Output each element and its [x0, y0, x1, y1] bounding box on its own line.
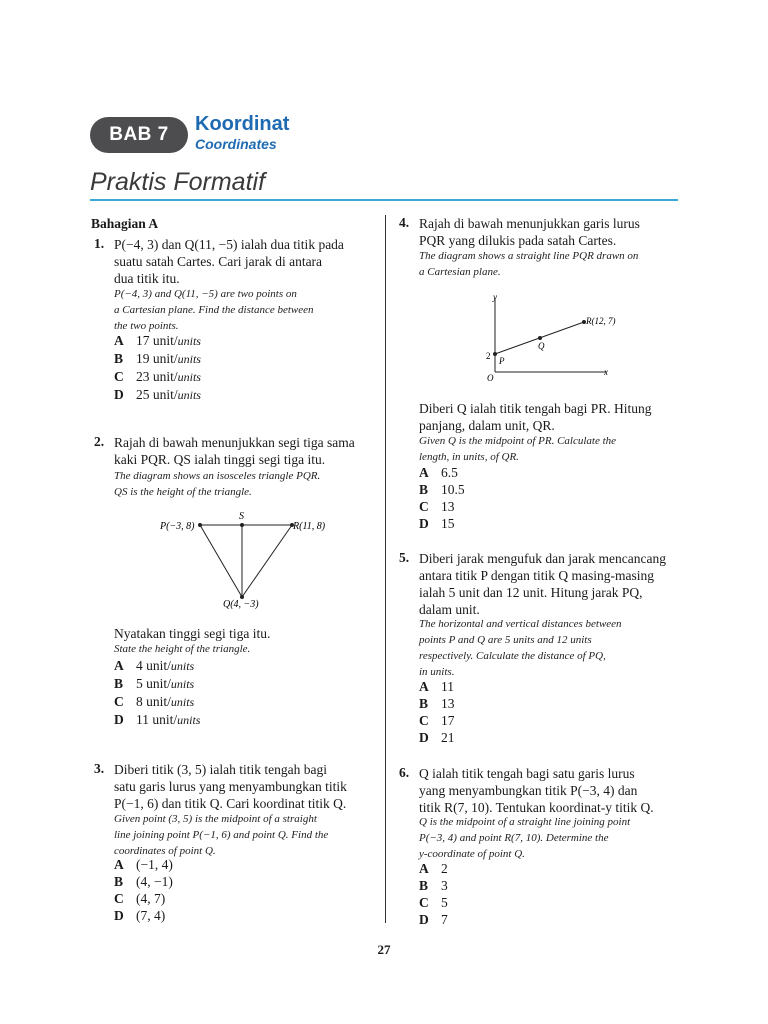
- option-unit-en: units: [177, 370, 201, 384]
- label-q: Q(4, −3): [223, 599, 259, 610]
- answer-options: [419, 464, 465, 532]
- option-d[interactable]: [419, 911, 448, 928]
- option-value: 15: [441, 516, 455, 531]
- option-value: 13: [441, 499, 455, 514]
- option-a[interactable]: [419, 464, 465, 481]
- label-y: y: [493, 292, 497, 302]
- option-b[interactable]: [114, 350, 201, 368]
- chapter-title-ms: Koordinat: [195, 113, 290, 135]
- label-p: P(−3, 8): [160, 521, 195, 532]
- label-r: R(11, 8): [293, 521, 326, 532]
- question-text-ms: [419, 765, 678, 816]
- text-line: satu garis lurus yang menyambungkan titik: [114, 779, 347, 794]
- option-b[interactable]: [114, 873, 173, 890]
- text-line: dalam unit.: [419, 602, 480, 617]
- text-line: Q is the midpoint of a straight line joining point: [419, 816, 631, 828]
- text-line: a Cartesian plane.: [419, 266, 501, 278]
- option-d[interactable]: [114, 907, 173, 924]
- question-text-en-2: State the height of the triangle.: [114, 643, 251, 655]
- option-unit-en: units: [177, 334, 201, 348]
- side-rq: [242, 525, 292, 597]
- option-letter: C: [114, 369, 124, 384]
- answer-options: [419, 678, 455, 746]
- question-text-en: [419, 616, 678, 680]
- option-value: 11: [441, 679, 454, 694]
- text-line: in units.: [419, 666, 455, 678]
- option-letter: A: [114, 333, 124, 348]
- option-b[interactable]: [419, 481, 465, 498]
- option-letter: A: [419, 679, 429, 694]
- option-value: 25 unit/: [136, 387, 178, 402]
- option-d[interactable]: [419, 515, 465, 532]
- text-line: QS is the height of the triangle.: [114, 486, 252, 498]
- text-line: ialah 5 unit dan 12 unit. Hitung jarak PQ,: [419, 585, 643, 600]
- option-value: 7: [441, 912, 448, 927]
- option-letter: A: [114, 658, 124, 673]
- option-letter: B: [114, 676, 124, 691]
- option-b[interactable]: [419, 877, 448, 894]
- text-line: The diagram shows an isosceles triangle PQR.: [114, 470, 321, 482]
- question-text-en: [419, 248, 678, 280]
- question-text-ms: [114, 761, 373, 812]
- option-letter: B: [114, 351, 124, 366]
- option-a[interactable]: [419, 678, 455, 695]
- text-line: length, in units, of QR.: [419, 451, 519, 463]
- option-unit-en: units: [177, 352, 201, 366]
- option-b[interactable]: [419, 695, 455, 712]
- option-letter: A: [419, 861, 429, 876]
- label-q: Q: [538, 341, 545, 351]
- option-c[interactable]: [419, 712, 455, 729]
- title-rule: [90, 199, 678, 201]
- text-line: points P and Q are 5 units and 12 units: [419, 634, 592, 646]
- option-a[interactable]: [114, 856, 173, 873]
- option-value: 6.5: [441, 465, 458, 480]
- point-p: [198, 523, 202, 527]
- text-line: titik R(7, 10). Tentukan koordinat-y titik Q.: [419, 800, 654, 815]
- option-d[interactable]: [114, 711, 200, 729]
- text-line: Diberi Q ialah titik tengah bagi PR. Hitung: [419, 401, 652, 416]
- point-p: [493, 352, 497, 356]
- option-c[interactable]: [419, 498, 465, 515]
- question-text-en: [114, 468, 373, 500]
- label-r: R(12, 7): [586, 316, 616, 326]
- option-c[interactable]: [114, 890, 173, 907]
- option-value: 17 unit/: [136, 333, 178, 348]
- option-value: 5 unit/: [136, 676, 171, 691]
- text-line: P(−1, 6) dan titik Q. Cari koordinat titik Q.: [114, 796, 347, 811]
- option-letter: A: [419, 465, 429, 480]
- question-number: 4.: [399, 215, 410, 230]
- chapter-badge: BAB 7: [90, 117, 188, 153]
- side-pq: [200, 525, 242, 597]
- question-text-ms: [114, 434, 373, 468]
- option-unit-en: units: [170, 695, 195, 709]
- option-value: (4, 7): [136, 891, 166, 906]
- option-letter: B: [419, 482, 429, 497]
- column-divider: [385, 215, 386, 923]
- text-line: Diberi titik (3, 5) ialah titik tengah bagi: [114, 762, 327, 777]
- option-unit-en: units: [170, 659, 195, 673]
- option-value: 4 unit/: [136, 658, 171, 673]
- question-text-en: [419, 814, 678, 862]
- text-line: coordinates of point Q.: [114, 845, 216, 857]
- question-text-ms-2: [419, 400, 678, 434]
- option-unit-en: units: [170, 677, 195, 691]
- triangle-diagram: [150, 505, 350, 615]
- question-text-en-2: [419, 433, 678, 465]
- option-letter: C: [419, 895, 429, 910]
- option-letter: B: [419, 878, 429, 893]
- option-d[interactable]: [114, 386, 201, 404]
- chapter-title-en: Coordinates: [195, 136, 277, 152]
- option-a[interactable]: [114, 657, 200, 675]
- cartesian-diagram: [470, 288, 650, 388]
- text-line: Rajah di bawah menunjukkan segi tiga sama: [114, 435, 355, 450]
- label-x: x: [604, 367, 608, 377]
- answer-options: [114, 856, 173, 924]
- label-two: 2: [486, 351, 491, 361]
- section-title: Praktis Formatif: [90, 168, 266, 196]
- option-letter: C: [114, 891, 124, 906]
- option-letter: C: [114, 694, 124, 709]
- option-value: 10.5: [441, 482, 465, 497]
- option-value: 2: [441, 861, 448, 876]
- question-text-en: [114, 286, 373, 334]
- option-value: 11 unit/: [136, 712, 178, 727]
- label-p: P: [499, 356, 505, 366]
- text-line: the two points.: [114, 320, 179, 332]
- text-line: a Cartesian plane. Find the distance between: [114, 304, 314, 316]
- option-c[interactable]: [419, 894, 448, 911]
- option-letter: D: [114, 712, 124, 727]
- page-number: 27: [377, 942, 391, 957]
- option-value: 21: [441, 730, 455, 745]
- option-value: 3: [441, 878, 448, 893]
- option-letter: D: [114, 387, 124, 402]
- question-text-ms: [419, 215, 678, 249]
- text-line: suatu satah Cartes. Cari jarak di antara: [114, 254, 323, 269]
- text-line: Q ialah titik tengah bagi satu garis lurus: [419, 766, 635, 781]
- option-d[interactable]: [419, 729, 455, 746]
- text-line: Rajah di bawah menunjukkan garis lurus: [419, 216, 640, 231]
- option-value: 23 unit/: [136, 369, 178, 384]
- text-line: Diberi jarak mengufuk dan jarak mencancang: [419, 551, 667, 566]
- question-number: 2.: [94, 434, 105, 449]
- option-a[interactable]: [419, 860, 448, 877]
- option-letter: B: [419, 696, 429, 711]
- label-s: S: [239, 511, 244, 522]
- option-letter: D: [114, 908, 124, 923]
- text-line: P(−3, 4) and point R(7, 10). Determine the: [419, 832, 609, 844]
- text-line: line joining point P(−1, 6) and point Q. Find the: [114, 829, 329, 841]
- option-letter: B: [114, 874, 124, 889]
- question-number: 6.: [399, 765, 410, 780]
- option-value: 5: [441, 895, 448, 910]
- option-unit-en: units: [177, 713, 201, 727]
- option-c[interactable]: [114, 368, 201, 386]
- option-value: (−1, 4): [136, 857, 173, 872]
- text-line: antara titik P dengan titik Q masing-masing: [419, 568, 654, 583]
- text-line: P(−4, 3) dan Q(11, −5) ialah dua titik pada: [114, 237, 344, 252]
- text-line: Given Q is the midpoint of PR. Calculate the: [419, 435, 617, 447]
- option-unit-en: units: [177, 388, 201, 402]
- question-text-en: [114, 811, 373, 859]
- answer-options: [114, 332, 201, 404]
- option-a[interactable]: [114, 332, 201, 350]
- question-number: 1.: [94, 236, 105, 251]
- question-number: 5.: [399, 550, 410, 565]
- text-line: yang menyambungkan titik P(−3, 4) dan: [419, 783, 638, 798]
- text-line: P(−4, 3) and Q(11, −5) are two points on: [114, 288, 297, 300]
- option-letter: D: [419, 516, 429, 531]
- text-line: respectively. Calculate the distance of PQ,: [419, 650, 606, 662]
- answer-options: [419, 860, 448, 928]
- option-letter: D: [419, 912, 429, 927]
- text-line: The diagram shows a straight line PQR drawn on: [419, 250, 639, 262]
- text-line: kaki PQR. QS ialah tinggi segi tiga itu.: [114, 452, 326, 467]
- option-letter: A: [114, 857, 124, 872]
- option-letter: C: [419, 713, 429, 728]
- question-text-ms-2: Nyatakan tinggi segi tiga itu.: [114, 626, 271, 641]
- option-value: 17: [441, 713, 455, 728]
- question-text-ms: [419, 550, 678, 618]
- option-c[interactable]: [114, 693, 200, 711]
- option-value: (4, −1): [136, 874, 173, 889]
- text-line: The horizontal and vertical distances between: [419, 618, 622, 630]
- label-origin: O: [487, 373, 494, 383]
- text-line: panjang, dalam unit, QR.: [419, 418, 555, 433]
- text-line: dua titik itu.: [114, 271, 180, 286]
- text-line: y-coordinate of point Q.: [419, 848, 525, 860]
- text-line: PQR yang dilukis pada satah Cartes.: [419, 233, 617, 248]
- text-line: Given point (3, 5) is the midpoint of a straight: [114, 813, 317, 825]
- option-value: 19 unit/: [136, 351, 178, 366]
- option-letter: C: [419, 499, 429, 514]
- option-value: (7, 4): [136, 908, 166, 923]
- question-text-ms: [114, 236, 373, 287]
- point-q: [538, 336, 542, 340]
- option-value: 8 unit/: [136, 694, 171, 709]
- option-value: 13: [441, 696, 455, 711]
- answer-options: [114, 657, 200, 729]
- option-b[interactable]: [114, 675, 200, 693]
- part-label: Bahagian A: [91, 216, 159, 231]
- option-letter: D: [419, 730, 429, 745]
- point-s: [240, 523, 244, 527]
- question-number: 3.: [94, 761, 105, 776]
